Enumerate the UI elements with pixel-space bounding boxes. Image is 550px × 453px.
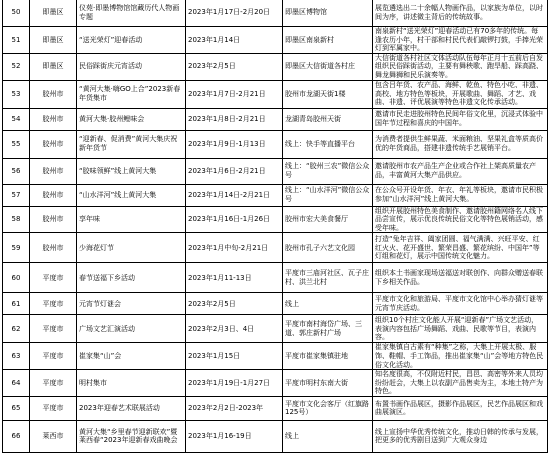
event-time-cell: 2023年2月5日 bbox=[186, 293, 283, 315]
table-row bbox=[3, 263, 548, 293]
event-name-cell: 广场文艺汇演活动 bbox=[77, 315, 186, 343]
event-time-cell: 2023年1月19日-1月27日 bbox=[186, 370, 283, 397]
event-time-cell: 2023年1月14日 bbox=[186, 27, 283, 54]
table-row bbox=[3, 80, 548, 108]
event-name-cell: 黄河大集·胶州鲤味会 bbox=[77, 108, 186, 130]
row-number: 51 bbox=[3, 27, 30, 54]
district-cell: 胶州市 bbox=[30, 158, 77, 184]
event-name-cell: “黄河大集·嗨GO上合”2023新春年货集市 bbox=[77, 80, 186, 108]
table-row bbox=[3, 27, 548, 54]
event-place-cell: 龙湖青岛胶州天街 bbox=[283, 108, 373, 130]
table-row bbox=[3, 396, 548, 420]
row-number: 60 bbox=[3, 263, 30, 293]
district-cell: 平度市 bbox=[30, 263, 77, 293]
event-name-cell: 元宵节灯谜会 bbox=[77, 293, 186, 315]
event-time-cell: 2023年2月5日 bbox=[186, 53, 283, 80]
event-description-cell: 打造“兔年吉祥、阖家团圆、福气满满、兴旺平安、红红火火、花开盛世、繁荣昌盛、繁花缤纷、中国年”等灯组和花灯，展示中国传统文化魅力。 bbox=[373, 233, 548, 263]
event-description-cell: 知名度很高，不仅附近村民，昌邑、高密等外来人员均纷纷赶会，大集上以农副产品售卖为主，本地土特产为特色。 bbox=[373, 370, 548, 397]
event-place-cell: 平度市明村东南大街 bbox=[283, 370, 373, 397]
district-cell: 平度市 bbox=[30, 396, 77, 420]
event-time-cell: 2023年2月3日、4日 bbox=[186, 315, 283, 343]
row-number: 66 bbox=[3, 420, 30, 452]
row-number: 54 bbox=[3, 108, 30, 130]
event-time-cell: 2023年1月9日-1月13日 bbox=[186, 130, 283, 158]
event-description-cell: 大信街道各村社区文体活动队伍每年正月十五前后自发组织民俗踩街活动，主要有舞秧歌、跑旱船、踩高跷、舞龙舞狮和民乐演奏等。 bbox=[373, 53, 548, 80]
event-description-cell: 包含吕年货、农产品、海鲜、乾鱼、特色小吃、非遗、高校、地方特色等板块，开展歌曲、舞蹈、才艺、戏曲、非遗、评优展演等特色非遗文化传承活动。 bbox=[373, 80, 548, 108]
event-name-cell: “胶味领鲜”线上黄河大集 bbox=[77, 158, 186, 184]
district-cell: 胶州市 bbox=[30, 206, 77, 233]
event-table-body bbox=[3, 0, 548, 452]
event-description-cell: 组织开展胶州特色美食制作、邀请胶州籍网络名人线下品尝宣传，展示优良传统民俗文化等特色展销活动，感受年味。 bbox=[373, 206, 548, 233]
table-row bbox=[3, 158, 548, 184]
event-time-cell: 2023年1月17日-2月20日 bbox=[186, 0, 283, 27]
table-row bbox=[3, 206, 548, 233]
event-description-cell: 布置书画作品展区，摄影作品展区，民艺作品展区和戏曲展演区。 bbox=[373, 396, 548, 420]
table-row bbox=[3, 108, 548, 130]
row-number: 52 bbox=[3, 53, 30, 80]
event-time-cell: 2023年1月16日-1月26日 bbox=[186, 206, 283, 233]
event-name-cell: 少海花灯节 bbox=[77, 233, 186, 263]
event-name-cell: 仪苑·即墨博物馆馆藏历代人物画专题 bbox=[77, 0, 186, 27]
event-place-cell: 胶州市孔子六艺文化园 bbox=[283, 233, 373, 263]
event-time-cell: 2023年1月14日-2月21日 bbox=[186, 184, 283, 206]
row-number: 50 bbox=[3, 0, 30, 27]
event-time-cell: 2023年2月2日-2023年 bbox=[186, 396, 283, 420]
event-name-cell: “迎新春、促消费”黄河大集庆祝新年货节 bbox=[77, 130, 186, 158]
event-place-cell: 线上 bbox=[283, 420, 373, 452]
table-row bbox=[3, 343, 548, 370]
event-place-cell: 线上 bbox=[283, 293, 373, 315]
district-cell: 莱西市 bbox=[30, 420, 77, 452]
table-row bbox=[3, 184, 548, 206]
row-number: 59 bbox=[3, 233, 30, 263]
table-row bbox=[3, 130, 548, 158]
event-name-cell: 崔家集“山”会 bbox=[77, 343, 186, 370]
event-time-cell: 2023年1月16-19日 bbox=[186, 420, 283, 452]
event-name-cell: “送光荣灯”迎春活动 bbox=[77, 27, 186, 54]
district-cell: 胶州市 bbox=[30, 233, 77, 263]
row-number: 65 bbox=[3, 396, 30, 420]
row-number: 63 bbox=[3, 343, 30, 370]
row-number: 61 bbox=[3, 293, 30, 315]
event-place-cell: 胶州市宏大美食餐厅 bbox=[283, 206, 373, 233]
event-time-cell: 2023年1月6日-2月21日 bbox=[186, 158, 283, 184]
row-number: 56 bbox=[3, 158, 30, 184]
district-cell: 平度市 bbox=[30, 370, 77, 397]
row-number: 58 bbox=[3, 206, 30, 233]
event-table bbox=[2, 0, 548, 453]
event-description-cell: 南泉新村“送光荣灯”迎春活动已有70多年的传统。每逢农历小年，村干部和村民代表们敲锣打鼓，手捧光荣灯到军属家中。 bbox=[373, 27, 548, 54]
row-number: 64 bbox=[3, 370, 30, 397]
table-row bbox=[3, 293, 548, 315]
event-name-cell: 明村集市 bbox=[77, 370, 186, 397]
table-row bbox=[3, 53, 548, 80]
event-name-cell: 民俗踩街庆元宵活动 bbox=[77, 53, 186, 80]
district-cell: 胶州市 bbox=[30, 130, 77, 158]
row-number: 62 bbox=[3, 315, 30, 343]
event-place-cell: 即墨区南泉新村 bbox=[283, 27, 373, 54]
district-cell: 平度市 bbox=[30, 315, 77, 343]
event-place-cell: 即墨区博物馆 bbox=[283, 0, 373, 27]
event-description-cell: 展览遴选出二十余幅人物画作品，以家族为单位，以时间为序，讲述微主背后的传统故事。 bbox=[373, 0, 548, 27]
event-name-cell: 春节送福下乡活动 bbox=[77, 263, 186, 293]
table-row bbox=[3, 420, 548, 452]
district-cell: 即墨区 bbox=[30, 53, 77, 80]
event-time-cell: 2023年1月7日-2月21日 bbox=[186, 80, 283, 108]
event-description-cell: 组织10个村庄文化能人开展“迎新春”广场文艺活动，表演内容包括广场舞蹈、戏曲、民歌等节目，表演内容。 bbox=[373, 315, 548, 343]
table-row bbox=[3, 315, 548, 343]
table-row bbox=[3, 233, 548, 263]
event-time-cell: 2023年1月8日-2月21日 bbox=[186, 108, 283, 130]
event-description-cell: 为消费者提供生鲜果蔬、米面粮油、坚果礼盒等质高价优的年货商品，搭建非遗传统手艺展销平台。 bbox=[373, 130, 548, 158]
event-place-cell: 线上：“胶州三农”微信公众号 bbox=[283, 158, 373, 184]
event-name-cell: “山水洋河”线上黄河大集 bbox=[77, 184, 186, 206]
event-description-cell: 线上宣扬中华优秀传统文化，推动日韩的传承与发展，把更多的优秀剧目送到广大观众身边 bbox=[373, 420, 548, 452]
event-description-cell: 邀请胶州市农产品生产企业或合作社上架高质量农产品，丰富黄河大集产品供应。 bbox=[373, 158, 548, 184]
district-cell: 胶州市 bbox=[30, 184, 77, 206]
event-place-cell: 线上：快手等直播平台 bbox=[283, 130, 373, 158]
district-cell: 即墨区 bbox=[30, 0, 77, 27]
district-cell: 即墨区 bbox=[30, 27, 77, 54]
event-place-cell: 即墨区大信街道各村庄 bbox=[283, 53, 373, 80]
event-place-cell: 平度市文化会客厅（红旗路125号） bbox=[283, 396, 373, 420]
table-row bbox=[3, 370, 548, 397]
event-name-cell: 2023年迎春艺术联展活动 bbox=[77, 396, 186, 420]
event-place-cell: 平度市南村海岱广场、三道、郭庄新村广场 bbox=[283, 315, 373, 343]
event-name-cell: 黄河大集“乡里春节迎新联欢”暨莱西春“2023年迎新春戏曲晚会 bbox=[77, 420, 186, 452]
event-description-cell: 平度市文化和旅游局、平度市文化馆中心举办猜灯谜等元宵节庆活动。 bbox=[373, 293, 548, 315]
event-place-cell: 线上：“山水洋河”微信公众号 bbox=[283, 184, 373, 206]
event-time-cell: 2023年1月11-13日 bbox=[186, 263, 283, 293]
district-cell: 平度市 bbox=[30, 293, 77, 315]
row-number: 53 bbox=[3, 80, 30, 108]
event-time-cell: 2023年1月中旬-2月21日 bbox=[186, 233, 283, 263]
event-place-cell: 胶州市龙湖天街1楼 bbox=[283, 80, 373, 108]
event-description-cell: 邀请市民走进胶州特色民间年俗文化里，沉浸式体验中国年节过程和喜庆的中国年。 bbox=[373, 108, 548, 130]
table-row bbox=[3, 0, 548, 27]
event-description-cell: 崔家集镇自古素有“种集”之称，大集上开展太极、服饰、鞋帽、手工饰品，推出崔家集“山”会等地方特色民俗文化活动。 bbox=[373, 343, 548, 370]
district-cell: 胶州市 bbox=[30, 80, 77, 108]
district-cell: 胶州市 bbox=[30, 108, 77, 130]
row-number: 55 bbox=[3, 130, 30, 158]
row-number: 57 bbox=[3, 184, 30, 206]
event-place-cell: 平度市三庙河社区、瓦子庄村、洪兰北村 bbox=[283, 263, 373, 293]
event-name-cell: 享年味 bbox=[77, 206, 186, 233]
event-description-cell: 在公众号开设年货、年衣、年礼等板块，邀请市民积极参加“山水洋河”线上黄河大集。 bbox=[373, 184, 548, 206]
district-cell: 平度市 bbox=[30, 343, 77, 370]
event-place-cell: 平度市崔家集镇驻地 bbox=[283, 343, 373, 370]
event-time-cell: 2023年1月15日 bbox=[186, 343, 283, 370]
event-description-cell: 组织本土书画家现场送福送对联创作、向群众赠送春联下乡相关作品。 bbox=[373, 263, 548, 293]
